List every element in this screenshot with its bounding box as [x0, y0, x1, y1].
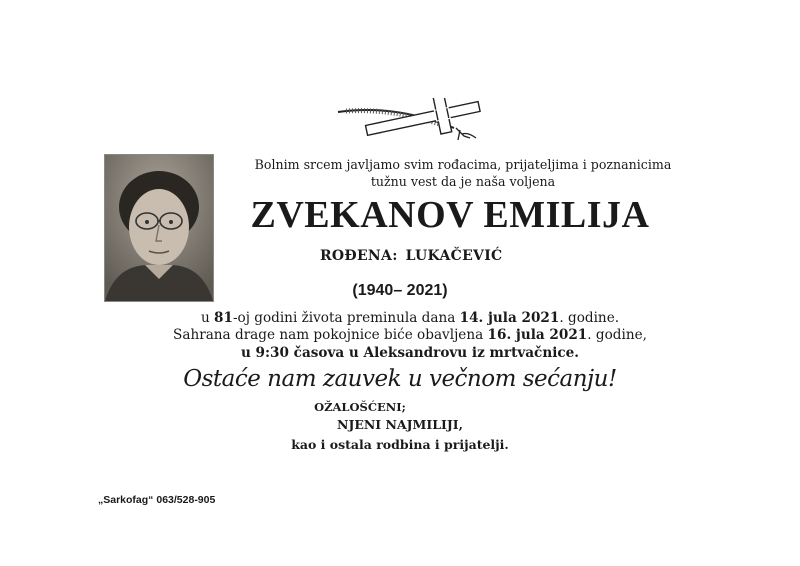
- intro-text: [228, 156, 698, 190]
- death-prefix: u: [200, 310, 215, 326]
- life-years: (1940– 2021): [352, 282, 448, 299]
- intro-line-2: tužnu vest da je naša voljena: [370, 174, 556, 189]
- death-suffix: . godine.: [559, 310, 620, 326]
- deceased-name: ZVEKANOV EMILIJA: [250, 194, 650, 236]
- death-info-line: [130, 310, 690, 326]
- portrait-photo: [104, 154, 214, 302]
- time-place-text: u 9:30 časova u Aleksandrovu iz mrtvačnice.: [240, 345, 580, 361]
- maiden-label: ROĐENA:: [320, 248, 398, 264]
- funeral-info-line: [130, 327, 690, 343]
- death-age: 81: [214, 310, 233, 326]
- footer-credit: [98, 494, 215, 506]
- intro-line-1: Bolnim srcem javljamo svim rođacima, prijateljima i poznanicima: [254, 157, 672, 172]
- funeral-prefix: Sahrana drage nam pokojnice biće obavljena: [173, 327, 488, 343]
- death-date: 14. jula 2021: [459, 310, 560, 326]
- mourners-line-2: NJENI NAJMILIJI,: [337, 417, 463, 432]
- mourners-heading: OŽALOŠĆENI;: [314, 400, 406, 414]
- memorial-motto: Ostaće nam zauvek u večnom sećanju!: [183, 366, 617, 392]
- footer-phone: 063/528-905: [156, 494, 216, 506]
- cross-with-palm-icon: [336, 98, 486, 148]
- maiden-name: LUKAČEVIĆ: [405, 248, 503, 264]
- funeral-suffix: . godine,: [587, 327, 647, 343]
- death-age-suffix: -oj godini života preminula dana: [232, 310, 460, 326]
- funeral-date: 16. jula 2021: [487, 327, 588, 343]
- mourners-line-3: kao i ostala rodbina i prijatelji.: [291, 437, 509, 452]
- maiden-name-line: [320, 248, 503, 264]
- funeral-time-place: [130, 345, 690, 361]
- footer-company: „Sarkofag“: [98, 494, 154, 506]
